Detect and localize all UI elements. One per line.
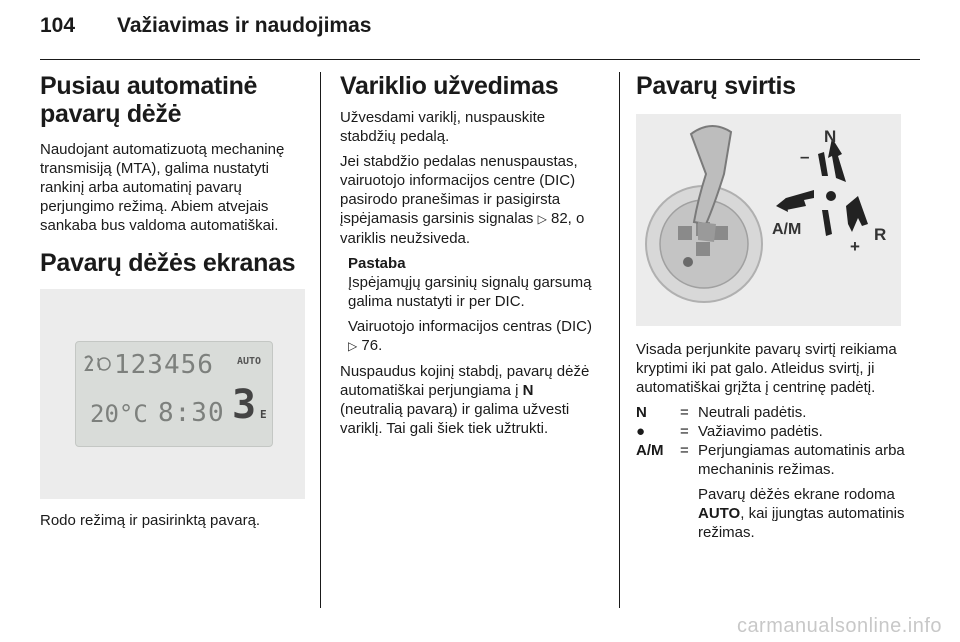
running-title: Važiavimas ir naudojimas [117, 14, 372, 37]
note-block [340, 254, 605, 356]
header-divider [40, 59, 920, 60]
page-header [40, 14, 920, 48]
selector-lever-illustration [636, 114, 901, 326]
section-heading-semi-automatic: Pusiau automatinė pavarų dėžė [40, 72, 258, 128]
lcd-gear: 3 [232, 382, 257, 428]
reference-arrow-icon: ▷ [537, 212, 547, 226]
label-minus: – [800, 147, 810, 166]
start-paragraph-2: Jei stabdžio pedalas nenuspaustas, vairuotojo informacijos centre (DIC) pasirodo pranešimas ir pasigirsta įspėjamasis garsinis signalas ▷ 82, o variklis neužsiveda. [340, 153, 585, 247]
lcd-gear-suffix: E [260, 408, 267, 421]
legend-row-n: N = Neutrali padėtis. [636, 404, 807, 421]
lcd-panel [75, 341, 273, 447]
watermark: carmanualsonline.info [736, 615, 942, 637]
legend-row-am: A/M = Perjungiamas automatinis arba mechaninis režimas. [636, 442, 905, 478]
note-body: Įspėjamųjų garsinių signalų garsumą galima nustatyti ir per DIC. [348, 274, 592, 310]
lcd-mode: AUTO [237, 356, 262, 367]
note-title: Pastaba [348, 255, 406, 272]
reference-arrow-icon: ▷ [348, 339, 358, 353]
column-divider-2 [619, 72, 620, 608]
lcd-icons [82, 354, 112, 374]
display-caption: Rodo režimą ir pasirinktą pavarą. [40, 512, 261, 529]
lcd-odometer: 123456 [114, 350, 214, 380]
legend-row-drive: ● = Važiavimo padėtis. [636, 423, 823, 440]
lever-legend [636, 403, 914, 542]
column-3 [636, 72, 914, 542]
lever-paragraph: Visada perjunkite pavarų svirtį reikiama kryptimi iki pat galo. Atleidus svirtį, ji automatiškai grįžta į centrinę padėtį. [636, 341, 897, 396]
section-heading-selector-lever: Pavarų svirtis [636, 72, 796, 100]
note-reference: Vairuotojo informacijos centras (DIC) ▷ 76. [348, 318, 592, 354]
start-paragraph-3: Nuspaudus kojinį stabdį, pavarų dėžė automatiškai perjungiama į N (neutralią pavarą) ir galima užvesti variklį. Tai gali šiek tiek užtrukti. [340, 363, 590, 437]
start-paragraph-1: Užvesdami variklį, nuspauskite stabdžių pedalą. [340, 109, 546, 145]
column-divider-1 [320, 72, 321, 608]
legend-row-extra: Pavarų dėžės ekrane rodoma AUTO, kai įjungtas automatinis režimas. [698, 486, 905, 541]
lcd-temperature: 20°C [90, 400, 148, 428]
column-1 [40, 72, 305, 536]
label-plus: + [850, 237, 860, 256]
selector-lever-figure [636, 114, 901, 326]
column-2 [340, 72, 605, 444]
page-number: 104 [40, 14, 76, 37]
lcd-time: 8:30 [158, 398, 225, 428]
label-r: R [874, 225, 887, 244]
label-am: A/M [772, 221, 802, 238]
intro-paragraph: Naudojant automatizuotą mechaninę transmisiją (MTA), galima nustatyti rankinį arba automatinį pavarų perjungimo režimą. Abiem atvejais sankaba bus valdoma automatiškai. [40, 141, 285, 234]
gearbox-display-figure [40, 289, 305, 499]
subsection-heading-display: Pavarų dėžės ekranas [40, 249, 296, 277]
label-n: N [824, 127, 837, 146]
section-heading-engine-start: Variklio užvedimas [340, 72, 559, 100]
